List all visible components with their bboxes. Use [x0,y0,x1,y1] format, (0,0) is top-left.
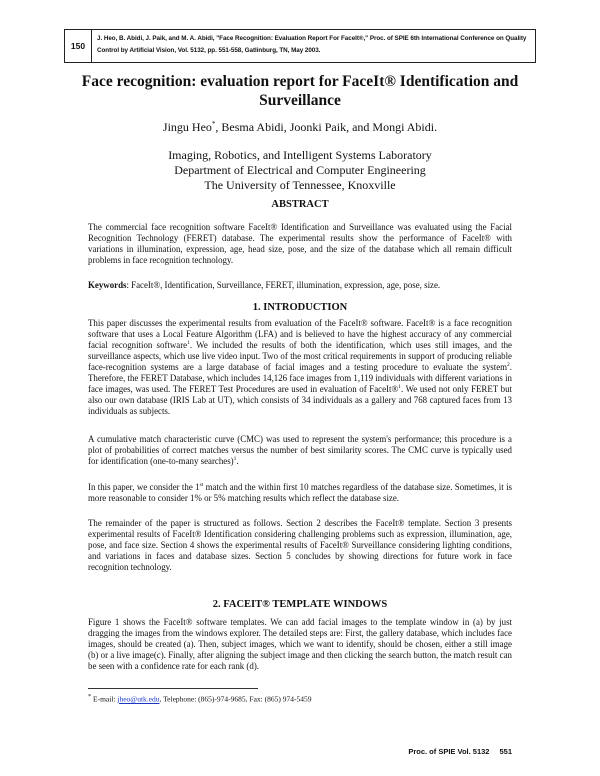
keywords [88,280,512,291]
affiliation-university: The University of Tennessee, Knoxville [204,178,396,192]
intro-paragraph-1: This paper discusses the experimental results from evaluation of the FaceIt® software. FaceIt® is a face recognition software that uses a Local Feature Algorithm (LFA) and is believed to have the highest accuracy of any commercial facial recognition software$^1$. We included the results of both the identification, which uses still images, and the surveillance aspects, which use live video input. Two of the most critical requirements in support of producing reliable face-recognition systems are a large database of facial images and a testing procedure to evaluate the system$^2$. Therefore, the FERET Database, which includes 14,126 face images from 1,119 individuals with different variations in face images, was used. The FERET Test Procedures are used in evaluation of FaceIt®$^1$. We used not only FERET but also our own database (IRIS Lab at UT), which consists of 34 individuals as a gallery and 768 captured faces from 13 individuals as subjects. [88,318,512,416]
intro-paragraph-4: The remainder of the paper is structured as follows. Section 2 describes the FaceIt® template. Section 3 presents experimental results of FaceIt® Identification considering challenging problems such as expression, illumination, age, pose, and face size. Section 4 shows the experimental results of FaceIt® Surveillance considering lighting conditions, and variations in faces and database sizes. Section 5 concludes by showing directions for future work in face recognition technology. [88,518,512,572]
affiliation-lab: Imaging, Robotics, and Intelligent Systems Laboratory [168,148,432,162]
intro-paragraph-3: In this paper, we consider the 1st match and the within first 10 matches regardless of the database size. Sometimes, it is more reasonable to consider 1% or 5% matching results which reflect the database size. [88,482,512,503]
header-page-number: 150 [65,30,92,62]
citation-header-box [64,29,536,63]
ref-mark: 1 [187,340,190,347]
affiliation [60,148,540,193]
ordinal-suffix: st [199,482,204,489]
footnote-rule [88,688,258,689]
ref-mark: 1 [233,456,237,463]
paper-title: Face recognition: evaluation report for FaceIt® Identification and Surveillance [81,73,519,109]
ref-mark: 1 [398,384,401,391]
section-heading-introduction: 1. INTRODUCTION [252,302,348,313]
footnote: * E-mail: jheo@utk.edu, Telephone: (865)-974-9685, Fax: (865) 974-5459 [88,693,312,704]
header-citation: J. Heo, B. Abidi, J. Paik, and M. A. Abidi, "Face Recognition: Evaluation Report For FaceIt®," Proc. of SPIE 6th International Conference on Quality Control by Artificial Vision, Vol. 5132, pp. 551-558, Gatlinburg, TN, May 2003. [97,35,527,54]
footer-journal: Proc. of SPIE Vol. 5132 [408,747,490,756]
affiliation-department: Department of Electrical and Computer Engineering [174,163,426,177]
author-first: Jingu Heo [162,120,212,134]
template-paragraph-1: Figure 1 shows the FaceIt® software templates. We can add facial images to the template window in (a) by just dragging the images from the windows explorer. The detailed steps are: First, the gallery database, which includes face images, should be created (a). Then, subject images, which we want to identify, should be chosen, either a still image (b) or a live image(c). Finally, after aligning the subject image and then clicking the search button, the match result can be seen with a confidence rate for each rank (d). [88,617,512,671]
author-footnote-mark: * [211,120,216,128]
author-rest: , Besma Abidi, Joonki Paik, and Mongi Abidi. [215,120,438,134]
author-email-link[interactable]: jheo@utk.edu [117,694,160,704]
keywords-label: Keywords [88,280,127,290]
ref-mark: 2 [507,362,510,369]
section-heading-template-windows: 2. FACEIT® TEMPLATE WINDOWS [212,599,388,610]
page-footer [408,747,512,756]
footer-page-number: 551 [499,747,512,756]
intro-paragraph-2: A cumulative match characteristic curve (CMC) was used to represent the system's performance; this procedure is a plot of probabilities of correct matches versus the number of best similarity scores. The CMC curve is typically used for identification (one-to-many searches)$^1$. [88,434,512,466]
keywords-text: : FaceIt®, Identification, Surveillance, FERET, illumination, expression, age, pose, size. [126,280,441,290]
author-list [60,120,540,135]
abstract-heading: ABSTRACT [271,199,329,210]
footnote-mark: * [88,693,92,700]
abstract-text: The commercial face recognition software FaceIt® Identification and Surveillance was evaluated using the Facial Recognition Technology (FERET) database. The experimental results show the performance of FaceIt® with variations in illumination, expression, age, head size, pose, and the size of the database which all remain difficult problems in face recognition technology. [88,222,512,265]
